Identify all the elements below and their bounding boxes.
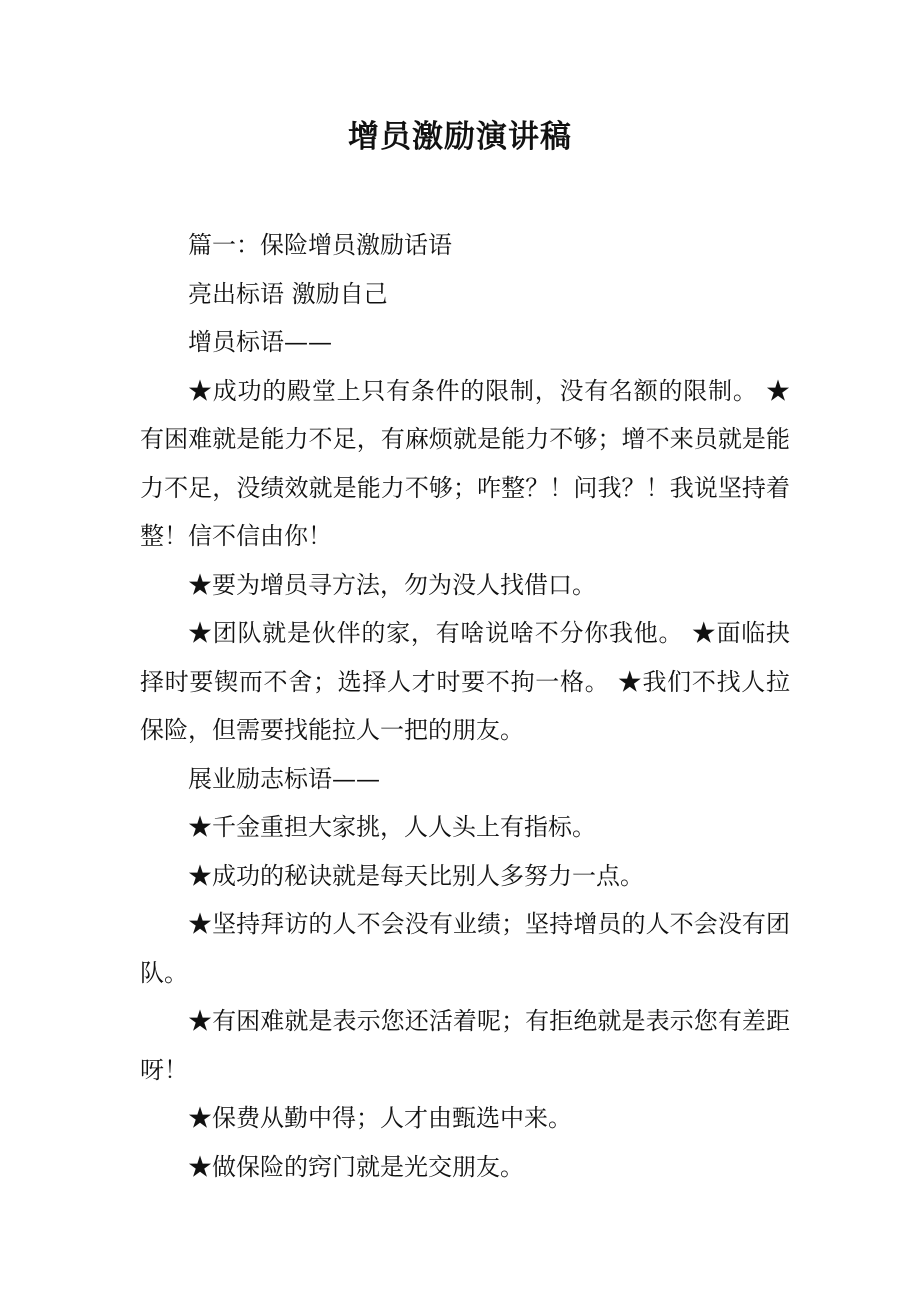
paragraph: ★有困难就是表示您还活着呢；有拒绝就是表示您有差距呀！	[140, 1007, 790, 1084]
paragraph: ★做保险的窍门就是光交朋友。	[188, 1152, 524, 1181]
section-heading: 篇一：保险增员激励话语	[188, 231, 452, 259]
paragraph: ★坚持拜访的人不会没有业绩；坚持增员的人不会没有团队。	[140, 910, 790, 987]
paragraph: ★要为增员寻方法，勿为没人找借口。	[188, 570, 596, 599]
paragraph: ★千金重担大家挑，人人头上有指标。	[188, 813, 596, 841]
business-slogans-heading: 展业励志标语——	[188, 764, 380, 793]
slogan-heading: 亮出标语 激励自己	[188, 279, 388, 308]
recruitment-slogans-heading: 增员标语——	[188, 328, 332, 356]
paragraph: ★成功的秘诀就是每天比别人多努力一点。	[188, 861, 644, 890]
document-title: 增员激励演讲稿	[348, 119, 572, 155]
document-body	[140, 221, 790, 1191]
paragraph: ★保费从勤中得；人才由甄选中来。	[188, 1104, 572, 1132]
paragraph: ★成功的殿堂上只有条件的限制，没有名额的限制。 ★有困难就是能力不足，有麻烦就是能力不够；增不来员就是能力不足，没绩效就是能力不够；咋整？！问我？！我说坚持着整！信不信由你！	[140, 376, 790, 550]
paragraph: ★团队就是伙伴的家，有啥说啥不分你我他。 ★面临抉择时要锲而不舍；选择人才时要不拘一格。 ★我们不找人拉保险，但需要找能拉人一把的朋友。	[140, 619, 790, 744]
